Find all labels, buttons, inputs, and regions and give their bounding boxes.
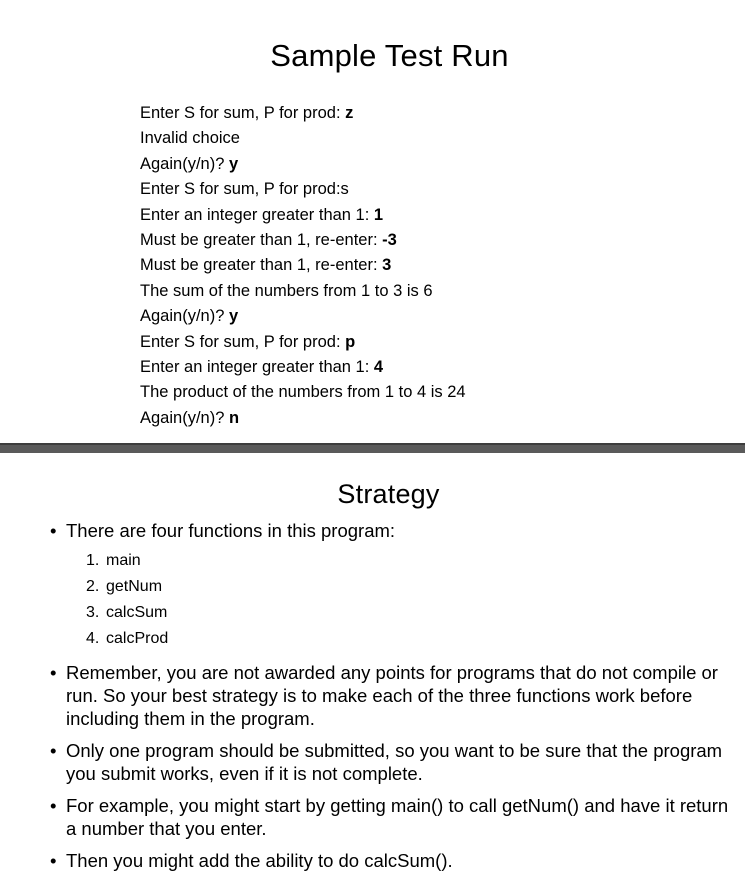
console-line: Must be greater than 1, re-enter: 3 [140,256,392,275]
user-input: y [228,154,239,173]
user-input: 1 [373,205,384,224]
console-line: Again(y/n)? y [140,307,239,326]
user-input: 3 [382,256,392,275]
user-input: z [345,104,354,122]
console-line: Enter S for sum, P for prod: p [140,332,356,351]
slide-title: Strategy [337,479,440,509]
console-line: Enter an integer greater than 1: 4 [140,357,384,376]
function-item: 3. calcSum [86,604,168,621]
console-line: Enter an integer greater than 1: 1 [140,205,384,224]
console-line: The product of the numbers from 1 to 4 is 24 [140,383,466,402]
strategy-slide [0,453,745,894]
bullet-item: • There are four functions in this program: 1. main 2. getNum 3. calcSum 4. calcProd [48,519,738,652]
console-line: The sum of the numbers from 1 to 3 is 6 [140,281,433,300]
slide-divider [0,443,745,453]
bullet-icon: • [50,740,57,761]
bullet-item: • Then you might add the ability to do calcSum(). [50,850,453,871]
bullet-item: • Remember, you are not awarded any points for programs that do not compile or run. So your best strategy is to make each of the three functions work before including them in the program. [50,662,718,729]
bullet-icon: • [50,850,57,871]
console-line: Enter S for sum, P for prod: z [140,104,354,122]
bullet-icon: • [50,520,57,541]
sample-test-run-slide [0,0,745,443]
bullet-icon: • [50,662,57,683]
user-input: p [345,332,356,351]
function-item: 1. main [86,552,141,569]
user-input: -3 [382,230,397,249]
console-line: Must be greater than 1, re-enter: -3 [140,230,397,249]
console-line: Again(y/n)? n [140,408,240,427]
console-line: Invalid choice [140,129,240,148]
bullet-icon: • [50,795,57,816]
user-input: y [228,307,239,326]
bullet-item: • For example, you might start by getting main() to call getNum() and have it return a number that you enter. [50,795,729,839]
function-item: 2. getNum [86,578,163,595]
console-line: Again(y/n)? y [140,154,239,173]
slide-title: Sample Test Run [270,38,509,73]
user-input: 4 [373,357,384,376]
bullet-list [48,519,738,881]
user-input: n [228,408,240,427]
function-item: 4. calcProd [86,630,169,647]
bullet-item: • Only one program should be submitted, so you want to be sure that the program you submit works, even if it is not complete. [50,740,723,784]
console-line: Enter S for sum, P for prod:s [140,180,349,199]
function-list [66,548,738,652]
console-output [140,101,466,431]
